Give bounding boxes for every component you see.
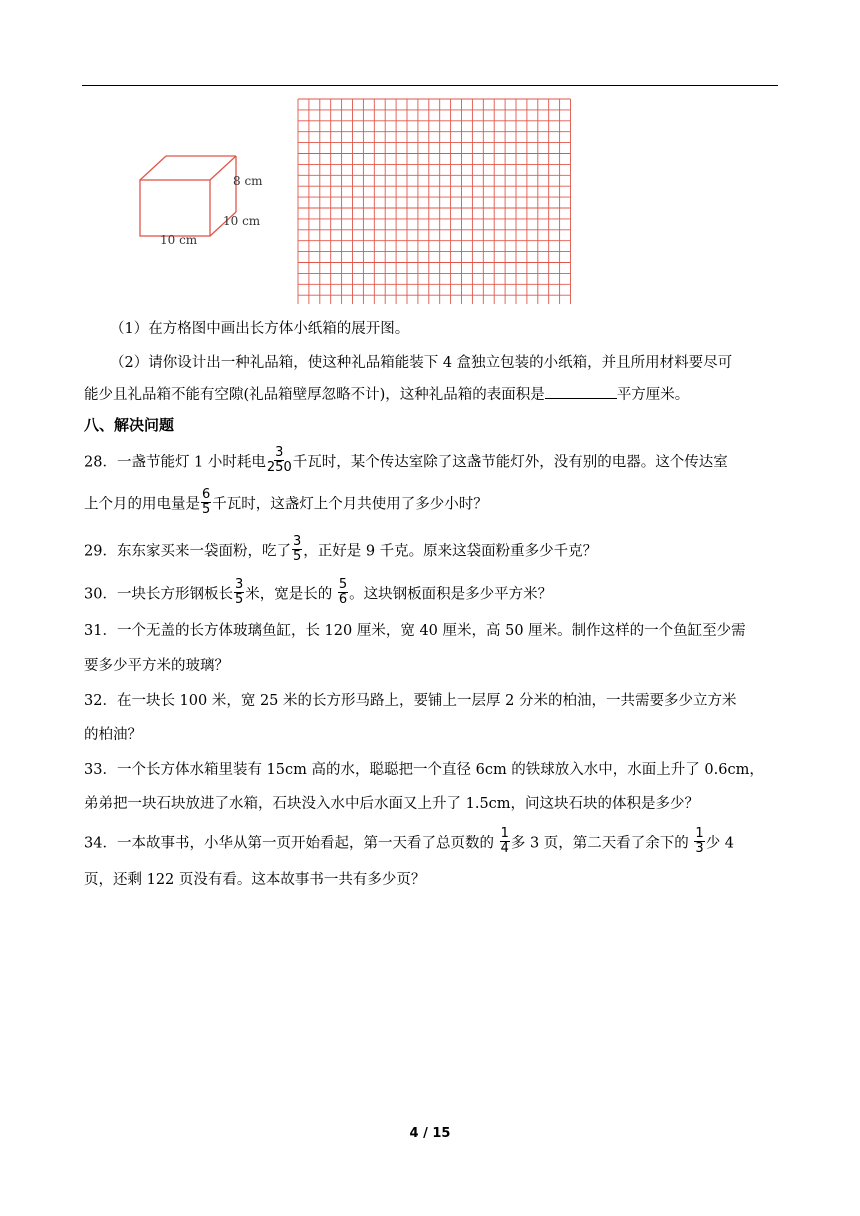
q30-text-c: 。这块钢板面积是多少平方米？ xyxy=(349,586,553,603)
depth-label: 10 cm xyxy=(223,214,261,228)
fraction xyxy=(500,827,510,856)
fraction-denominator: 5 xyxy=(292,549,302,564)
q34-line1 xyxy=(84,826,735,858)
q33-line2: 弟弟把一块石块放进了水箱，石块没入水中后水面又上升了 1.5cm，问这块石块的体积是多少？ xyxy=(84,796,700,812)
q28-text-c: 上个月的用电量是 xyxy=(84,496,200,513)
q27-part2-unit: 平方厘米。 xyxy=(616,387,690,403)
q29-text-a: 29．东东家买来一袋面粉，吃了 xyxy=(84,543,291,560)
fraction-denominator: 250 xyxy=(266,460,292,475)
q34-text-c: 少 4 xyxy=(705,835,735,852)
q31-line2: 要多少平方米的玻璃？ xyxy=(84,658,229,674)
q34-line2: 页，还剩 122 页没有看。这本故事书一共有多少页？ xyxy=(84,872,426,888)
q30-line xyxy=(84,577,553,609)
q30-text-a: 30．一块长方形钢板长 xyxy=(84,586,233,603)
fraction-numerator: 1 xyxy=(695,826,704,841)
q27-part2-line2 xyxy=(84,384,689,406)
fraction xyxy=(201,488,211,517)
fraction xyxy=(292,535,302,564)
fraction-numerator: 5 xyxy=(338,577,348,592)
q27-part2-text: 能少且礼品箱不能有空隙(礼品箱壁厚忽略不计)，这种礼品箱的表面积是 xyxy=(84,387,545,403)
q29-text-b: ，正好是 9 千克。原来这袋面粉重多少千克？ xyxy=(303,543,598,560)
q27-part1: （1）在方格图中画出长方体小纸箱的展开图。 xyxy=(110,321,410,337)
q28-text-a: 28．一盏节能灯 1 小时耗电 xyxy=(84,454,266,471)
width-label: 10 cm xyxy=(160,233,198,247)
drawing-grid xyxy=(297,98,573,304)
answer-blank[interactable] xyxy=(545,384,617,399)
q34-text-a: 34．一本故事书，小华从第一页开始看起，第一天看了总页数的 xyxy=(84,835,499,852)
fraction-denominator: 4 xyxy=(500,841,509,856)
q28-text-b: 千瓦时，某个传达室除了这盏节能灯外，没有别的电器。这个传达室 xyxy=(292,454,728,471)
fraction-numerator: 3 xyxy=(292,534,302,549)
q34-text-b: 多 3 页，第二天看了余下的 xyxy=(510,835,694,852)
fraction xyxy=(338,578,348,607)
q31-line1: 31．一个无盖的长方体玻璃鱼缸，长 120 厘米，宽 40 厘米，高 50 厘米。制作这样的一个鱼缸至少需 xyxy=(84,623,746,639)
q28-line2 xyxy=(84,487,488,519)
fraction-denominator: 5 xyxy=(202,502,211,517)
fraction-denominator: 3 xyxy=(695,841,704,856)
header-rule xyxy=(82,85,778,86)
q28-line1 xyxy=(84,445,728,477)
fraction-numerator: 3 xyxy=(275,445,284,460)
q33-line1: 33．一个长方体水箱里装有 15cm 高的水，聪聪把一个直径 6cm 的铁球放入水中，水面上升了 0.6cm， xyxy=(84,762,764,778)
section-heading: 八、解决问题 xyxy=(84,416,175,434)
cuboid-figure xyxy=(136,152,286,252)
q27-part2-line1: （2）请你设计出一种礼品箱，使这种礼品箱能装下 4 盒独立包装的小纸箱，并且所用材料要尽可 xyxy=(110,355,733,371)
q29-line xyxy=(84,534,598,566)
fraction-denominator: 5 xyxy=(234,592,244,607)
fraction xyxy=(267,446,292,475)
q32-line2: 的柏油？ xyxy=(84,727,142,743)
fraction-numerator: 6 xyxy=(202,487,211,502)
q32-line1: 32．在一块长 100 米，宽 25 米的长方形马路上，要铺上一层厚 2 分米的柏油，一共需要多少立方米 xyxy=(84,693,737,709)
fraction-numerator: 1 xyxy=(500,826,509,841)
fraction xyxy=(694,827,704,856)
page-number: 4 / 15 xyxy=(409,1126,451,1141)
q30-text-b: 米，宽是长的 xyxy=(245,586,337,603)
height-label: 8 cm xyxy=(233,174,263,188)
fraction-numerator: 3 xyxy=(234,577,244,592)
fraction-denominator: 6 xyxy=(338,592,348,607)
fraction xyxy=(234,578,244,607)
q28-text-d: 千瓦时，这盏灯上个月共使用了多少小时？ xyxy=(212,496,488,513)
